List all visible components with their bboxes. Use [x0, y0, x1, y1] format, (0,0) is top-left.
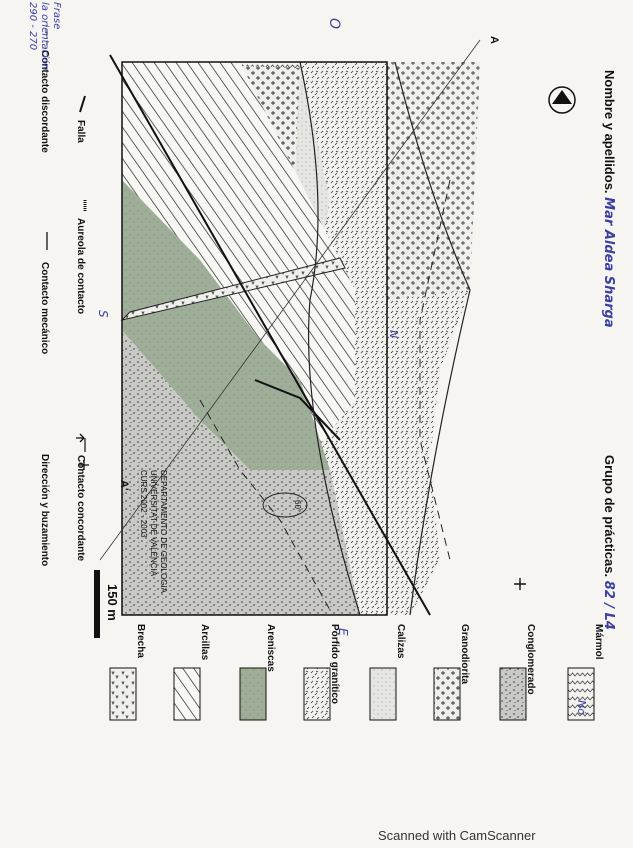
note-line-2: la orientación: [39, 2, 50, 71]
group-field[interactable]: [601, 455, 617, 630]
north-arrow-triangle: [552, 90, 572, 104]
legend-swatch-conglomerate: [500, 668, 526, 720]
legend-label-marble: Mármol: [593, 624, 604, 660]
fault-icon: [80, 96, 85, 112]
note-line-1: Frase: [51, 2, 62, 30]
legend-label-granodiorite: Granodiorita: [459, 624, 470, 685]
stamp-line-1: DEPARTAMENTO DE GEOLOGIA: [159, 470, 168, 593]
handwritten-letter-o: O: [326, 18, 342, 30]
name-field[interactable]: [601, 70, 617, 328]
name-value: Mar Aldea Sharga: [601, 197, 616, 328]
group-label: Grupo de prácticas.: [602, 455, 617, 578]
dip-strike-icon: [76, 434, 84, 442]
legend-swatch-limestone: [370, 668, 396, 720]
legend-label-aureole: Aureola de contacto: [75, 218, 86, 315]
note-line-3: 290 - 270: [27, 2, 38, 51]
scale-bar: [94, 570, 100, 638]
department-stamp: [138, 470, 168, 593]
legend-swatch-porphyry: [304, 668, 330, 720]
handwritten-letter-e: E: [336, 628, 350, 636]
handwritten-letter-n: N: [387, 330, 400, 339]
legend-label-breccia: Brecha: [135, 624, 146, 658]
legend-label-dip: Dirección y buzamiento: [39, 454, 50, 567]
legend-label-fault: Falla: [75, 120, 86, 143]
legend-swatch-breccia: [110, 668, 136, 720]
legend-swatch-granodiorite: [434, 668, 460, 720]
profile-label-a: A: [488, 36, 500, 44]
legend-label-discordant: Contacto discordante: [39, 50, 50, 153]
legend-label-porphyry: Pórfido granítico: [329, 624, 340, 704]
legend-label-mechanical: Contacto mecánico: [39, 262, 50, 355]
handwritten-note-right: Nó: [575, 700, 588, 715]
north-arrow: [549, 87, 575, 113]
legend-label-clay: Arcillas: [199, 624, 210, 661]
stamp-line-2: UNIVERSITAT DE VALÈNCIA: [149, 470, 158, 577]
name-label: Nombre y apellidos.: [602, 70, 617, 194]
legend-swatch-clay: [174, 668, 200, 720]
dip-symbol-map: [514, 578, 526, 590]
legend-label-concordant: Contacto concordante: [75, 455, 86, 562]
handwritten-note-top-left: [26, 2, 62, 70]
scale-label: 150 m: [105, 584, 120, 621]
dip-cross-icon: [514, 578, 526, 590]
profile-label-a-prime: A': [118, 480, 130, 491]
legend-swatch-sandstone: [240, 668, 266, 720]
dip-value: 60°: [293, 500, 302, 513]
scanner-footer: Scanned with CamScanner: [378, 828, 536, 843]
legend-label-conglomerate: Conglomerado: [525, 624, 536, 695]
handwritten-letter-s: S: [96, 310, 110, 318]
stamp-line-3: CURS 2002 - 2003: [139, 470, 148, 538]
legend-boxes: [110, 668, 594, 720]
group-value: 82 / L4: [601, 580, 616, 630]
legend-label-sandstone: Areniscas: [265, 624, 276, 672]
legend-label-limestone: Calizas: [395, 624, 406, 659]
unit-granodiorite-east: [387, 62, 480, 300]
